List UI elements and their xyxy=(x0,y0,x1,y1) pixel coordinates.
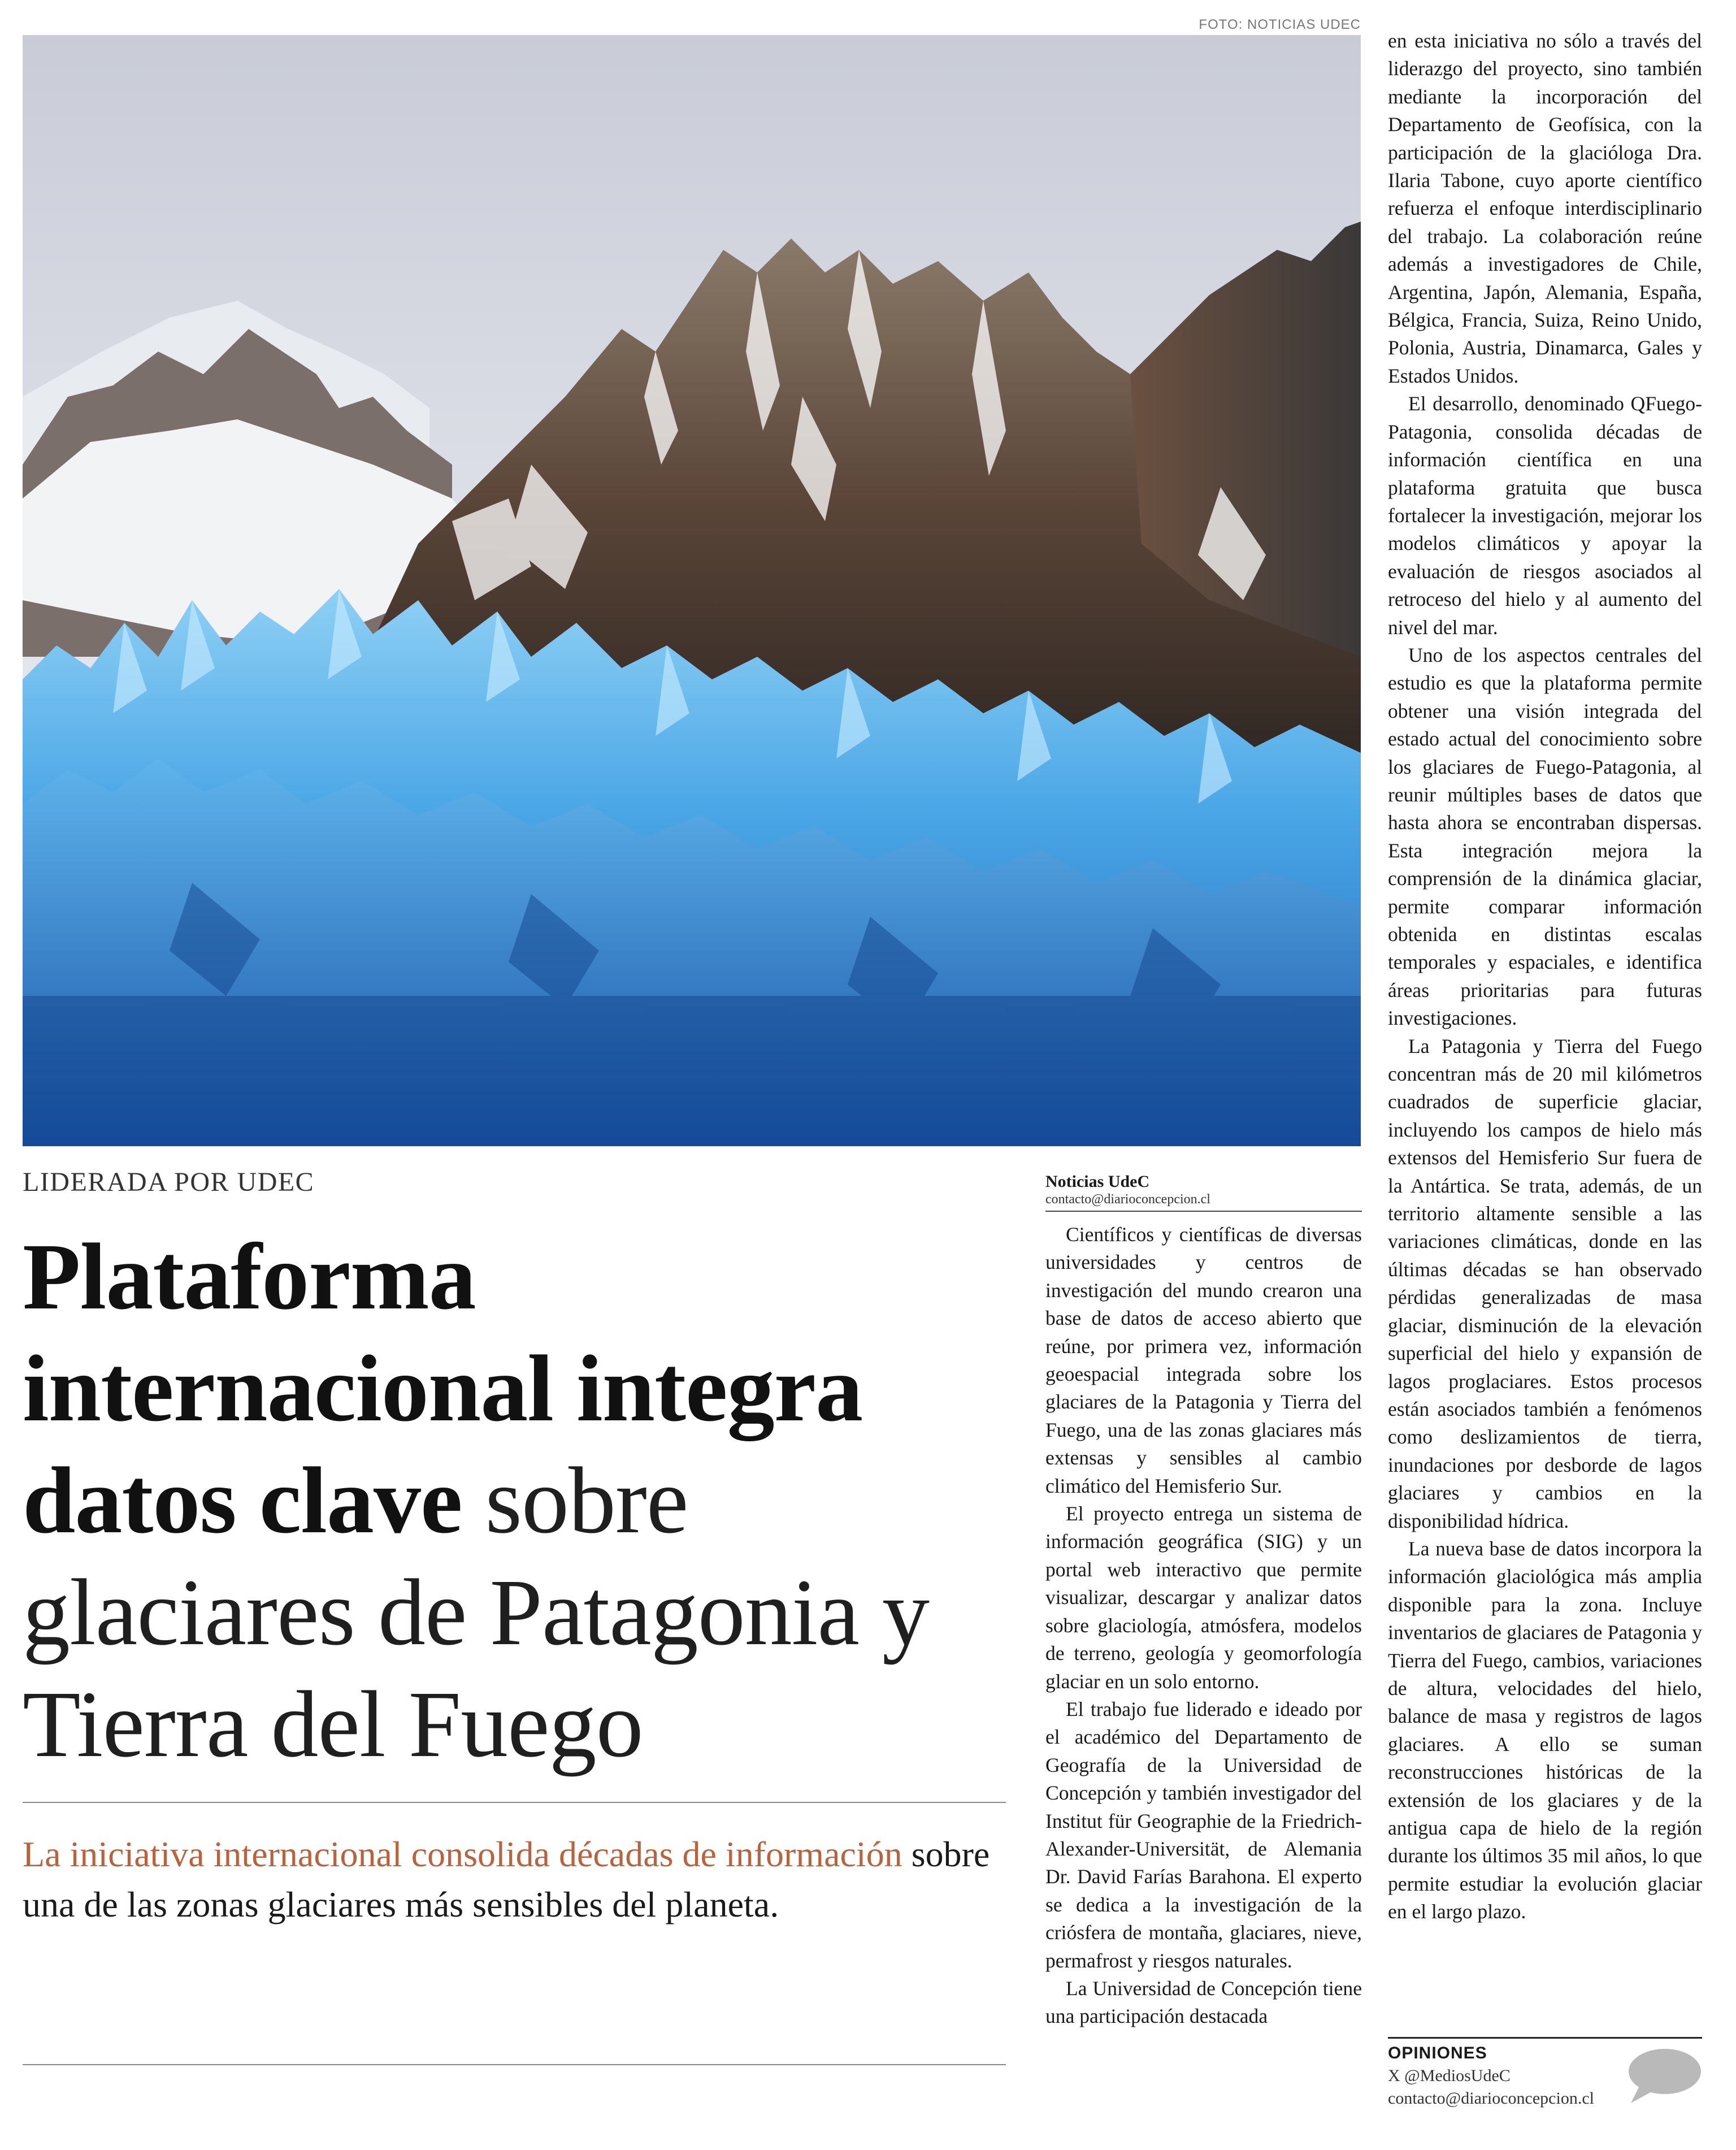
opinions-email[interactable]: contacto@diarioconcepcion.cl xyxy=(1388,2089,1594,2108)
opinions-box xyxy=(1388,2037,1702,2110)
article-column-middle xyxy=(1045,1221,1362,2031)
opinions-handle[interactable]: X @MediosUdeC xyxy=(1388,2066,1511,2085)
byline-email: contacto@diarioconcepcion.cl xyxy=(1045,1192,1210,1207)
speech-bubble-icon xyxy=(1623,2047,1702,2106)
column-right-paragraph: El desarrollo, denominado QFuego-Patagonia, consolida décadas de información científica en una plataforma gratuita que busca fortalecer la investigación, mejorar los modelos climáticos y apoyar la evaluación de riesgos asociados al retroceso del hielo y al aumento del nivel del mar. xyxy=(1388,392,1702,639)
glacier-photo xyxy=(23,35,1361,1146)
column-middle-paragraph: El proyecto entrega un sistema de información geográfica (SIG) y un portal web interactivo que permite visualizar, descargar y analizar datos sobre glaciología, atmósfera, modelos de terreno, geología y geomorfología glaciar en un solo entorno. xyxy=(1045,1502,1362,1693)
lede-accent: La iniciativa internacional consolida décadas de información xyxy=(23,1834,902,1874)
column-middle-paragraph: Científicos y científicas de diversas universidades y centros de investigación del mundo crearon una base de datos de acceso abierto que reúne, por primera vez, información geoespacial integrada sobre los glaciares de la Patagonia y Tierra del Fuego, una de las zonas glaciares más extensas y sensibles al cambio climático del Hemisferio Sur. xyxy=(1045,1223,1362,1497)
opinions-title: OPINIONES xyxy=(1388,2044,1487,2062)
divider xyxy=(23,1802,1006,1803)
column-right-paragraph: La Patagonia y Tierra del Fuego concentran más de 20 mil kilómetros cuadrados de superficie glaciar, incluyendo los campos de hielo más extensos del Hemisferio Sur fuera de la Antártica. Se trata, además, de un territorio altamente sensible a las variaciones climáticas, donde en las últimas décadas se han observado pérdidas generalizadas de masa glaciar, disminución de la elevación superficial del hielo y expansión de lagos proglaciares. Estos procesos están asociados también a fenómenos como deslizamientos de tierra, inundaciones por desborde de lagos glaciares y cambios en la disponibilidad hídrica. xyxy=(1388,1034,1702,1532)
kicker: LIDERADA POR UDEC xyxy=(23,1167,315,1197)
divider xyxy=(23,2064,1006,2065)
lede xyxy=(23,1829,1006,1930)
byline-name: Noticias UdeC xyxy=(1045,1172,1150,1191)
column-right-paragraph: La nueva base de datos incorpora la información glaciológica más amplia disponible para la zona. Incluye inventarios de glaciares de Patagonia y Tierra del Fuego, cambios, variaciones de altura, velocidades del hielo, balance de masa y registros de lagos glaciares. A ello se suman reconstrucciones históricas de la extensión de los glaciares y de la antigua capa de hielo de la región durante los últimos 35 mil años, lo que permite estudiar la evolución glaciar en el largo plazo. xyxy=(1388,1537,1702,1923)
headline-bold: Plataforma internacional integra datos clave xyxy=(23,1224,863,1553)
column-right-paragraph: en esta iniciativa no sólo a través del liderazgo del proyecto, sino también mediante la incorporación del Departamento de Geofísica, con la participación de la glacióloga Dra. Ilaria Tabone, cuyo aporte científico refuerza el enfoque interdisciplinario del trabajo. La colaboración reúne además a investigadores de Chile, Argentina, Japón, Alemania, España, Bélgica, Francia, Suiza, Reino Unido, Polonia, Austria, Dinamarca, Gales y Estados Unidos. xyxy=(1388,29,1702,387)
photo-credit: FOTO: NOTICIAS UDEC xyxy=(1199,17,1361,32)
column-middle-paragraph: La Universidad de Concepción tiene una participación destacada xyxy=(1045,1976,1362,2028)
byline xyxy=(1045,1172,1362,1212)
column-right-paragraph: Uno de los aspectos centrales del estudio es que la plataforma permite obtener una visión integrada del estado actual del conocimiento sobre los glaciares de Fuego-Patagonia, al reunir múltiples bases de datos que hasta ahora se encontraban dispersas. Esta integración mejora la comprensión de la dinámica glaciar, permite comparar información obtenida en distintas escalas temporales y espaciales, e identifica áreas prioritarias para futuras investigaciones. xyxy=(1388,643,1702,1030)
headline-regular: sobre glaciares de Patagonia y Tierra del Fuego xyxy=(23,1448,929,1777)
article-column-right xyxy=(1388,27,1702,1926)
lede-rest: sobre una de las zonas glaciares más sensibles del planeta. xyxy=(23,1834,990,1924)
headline xyxy=(23,1221,1028,1780)
glacier-photo-illustration xyxy=(23,35,1361,1146)
column-middle-paragraph: El trabajo fue liderado e ideado por el académico del Departamento de Geografía de la Universidad de Concepción y también investigador del Institut für Geographie de la Friedrich-Alexander-Universität, de Alemania Dr. David Farías Barahona. El experto se dedica a la investigación de la criósfera de montaña, glaciares, nieve, permafrost y riesgos naturales. xyxy=(1045,1697,1362,1972)
